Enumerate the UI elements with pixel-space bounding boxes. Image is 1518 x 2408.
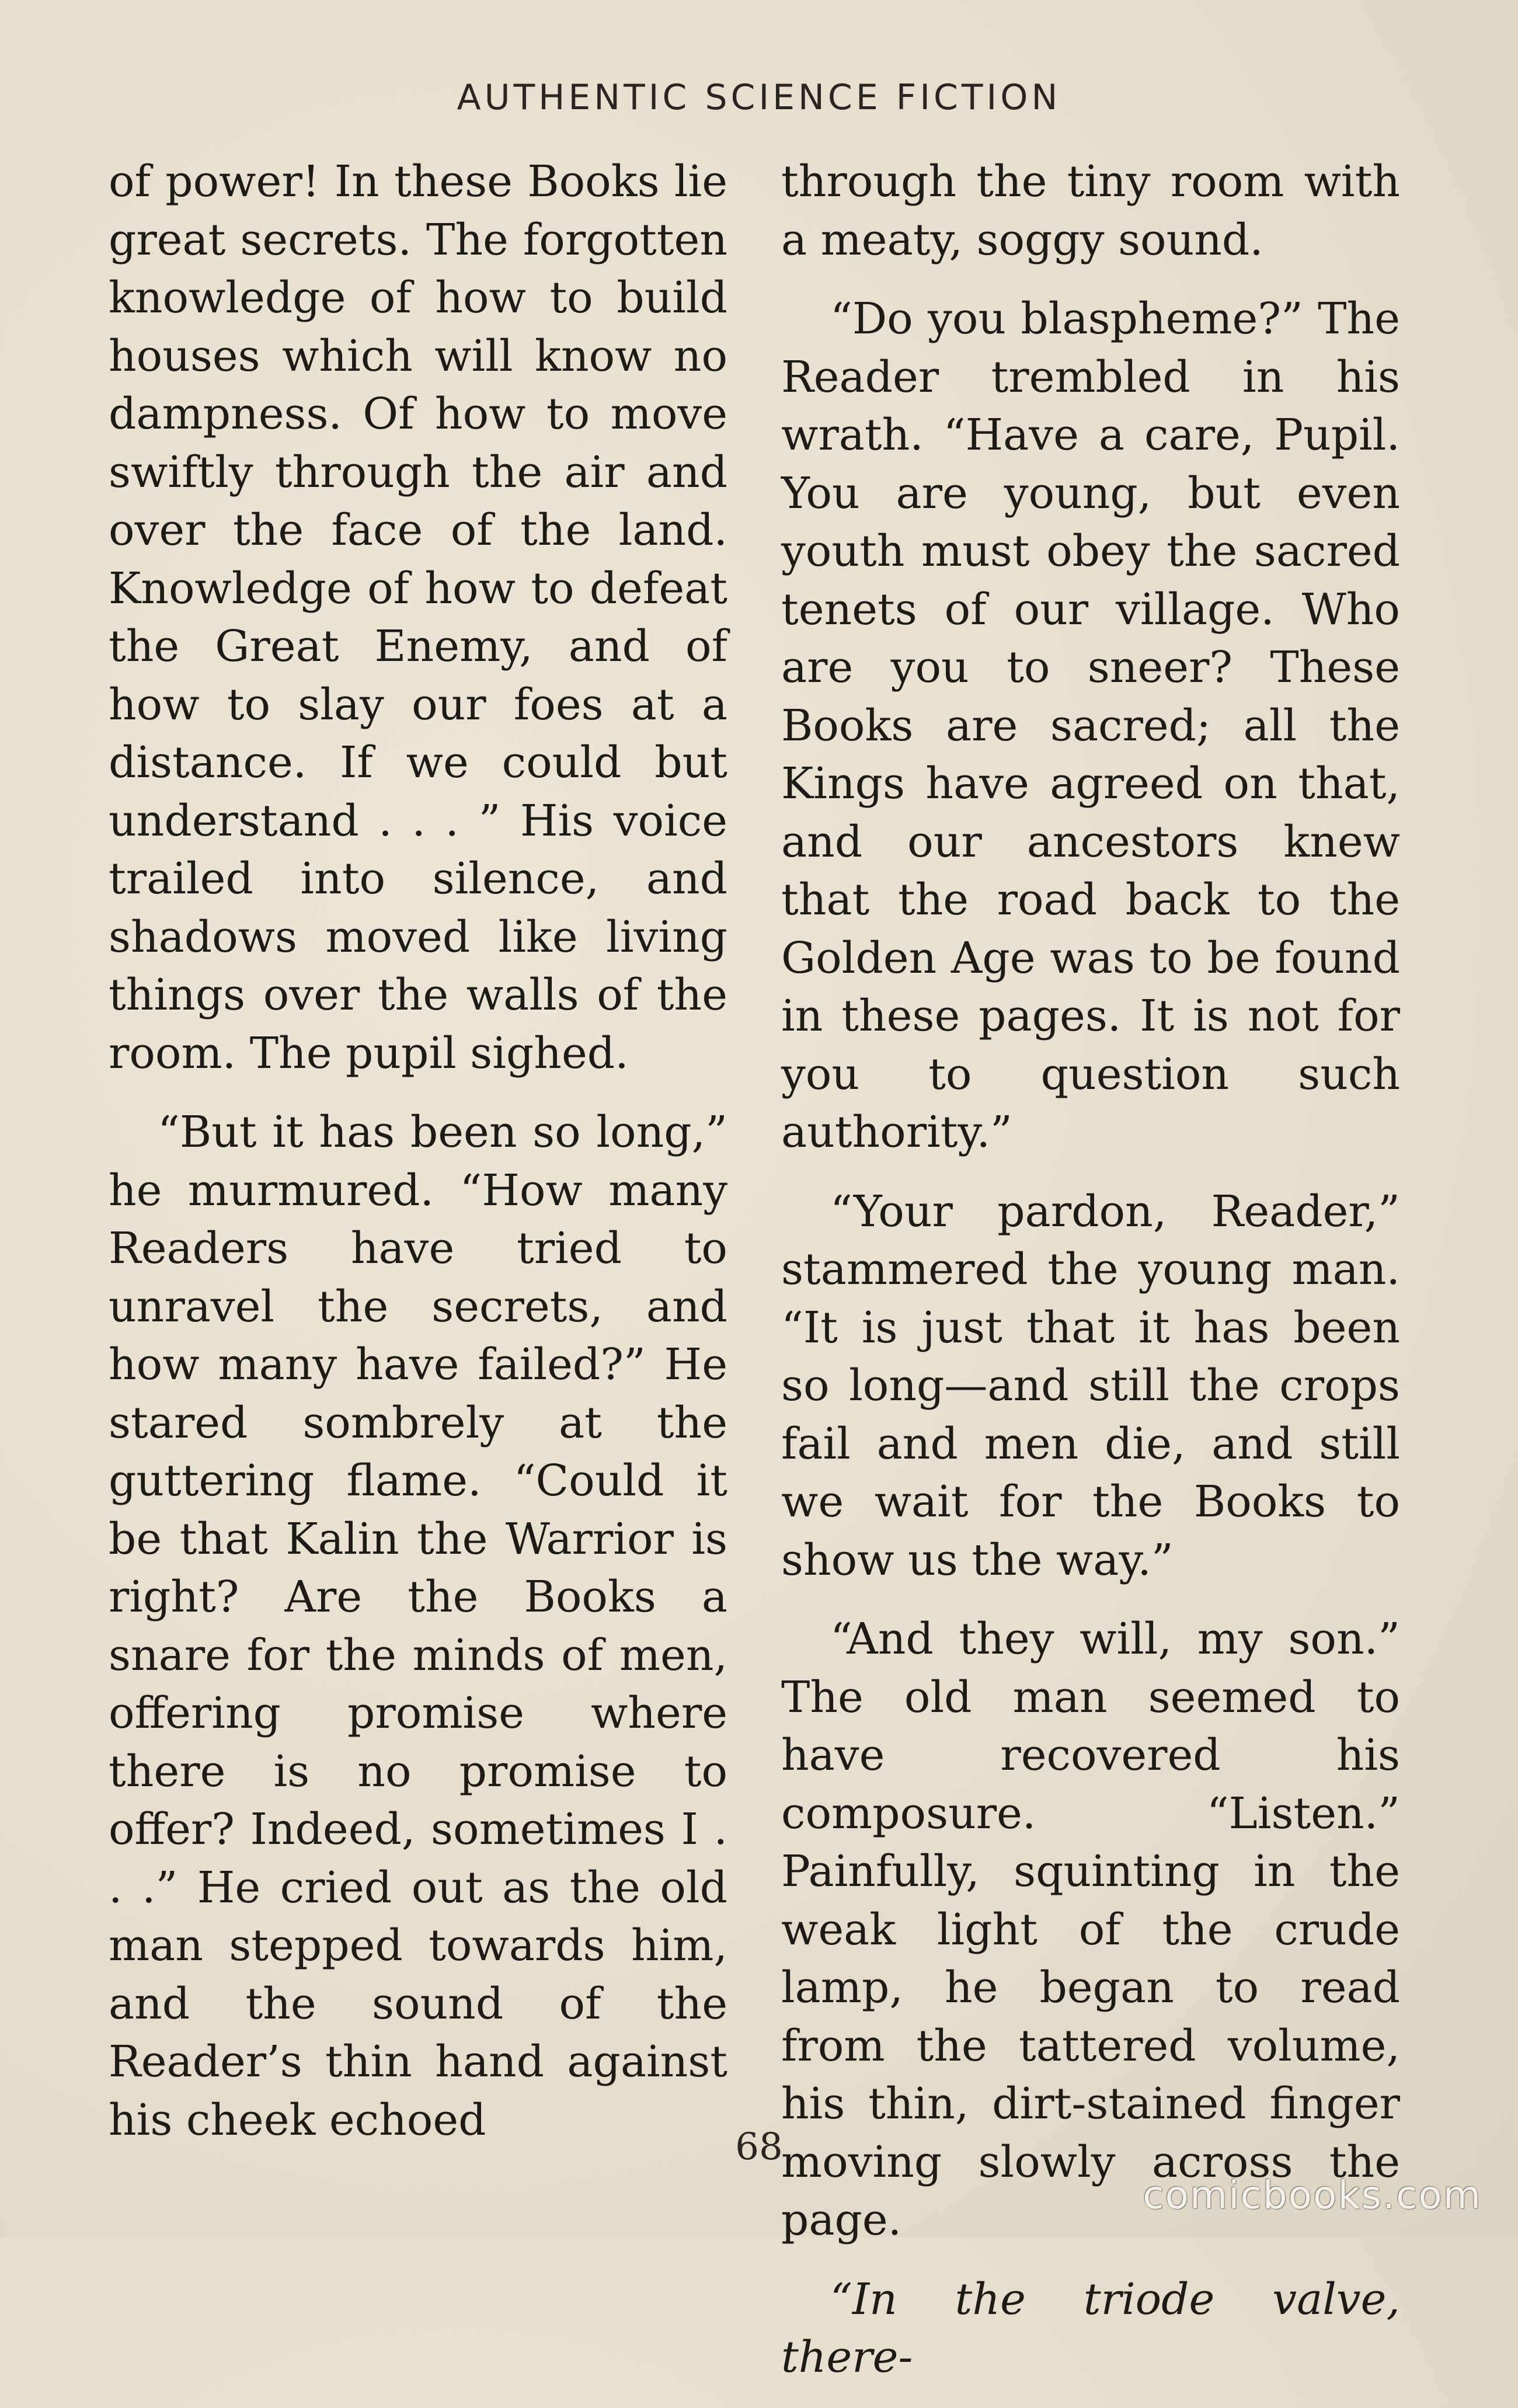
paragraph: “In the triode valve, there- <box>781 2274 1400 2382</box>
watermark: comicbooks.com <box>1143 2173 1482 2218</box>
right-column <box>781 153 1400 2408</box>
paragraph: of power! In these Books lie great secrets. The forgotten knowledge of how to build houses which will know no dampness. Of how to move swiftly through the air and over the face of the land. Knowledge of how to defeat the Great Enemy, and of how to slay our foes at a distance. If we could but understand . . . ” His voice trailed into silence, and shadows moved like living things over the walls of the room. The pupil sighed. <box>109 156 727 1078</box>
paragraph: through the tiny room with a meaty, soggy sound. <box>781 156 1400 265</box>
running-head: AUTHENTIC SCIENCE FICTION <box>457 77 1061 118</box>
page-number: 68 <box>735 2125 783 2169</box>
paragraph: “And they will, my son.” The old man seemed to have recovered his composure. “Listen.” Painfully, squinting in the weak light of the crude lamp, he began to read from the tattered volume, his thin, dirt-stained finger moving slowly across the page. <box>781 1614 1400 2245</box>
left-column <box>109 153 727 2170</box>
paragraph: “Your pardon, Reader,” stammered the young man. “It is just that it has been so long—and still the crops fail and men die, and still we wait for the Books to show us the way.” <box>781 1186 1400 1585</box>
paragraph: “Do you blaspheme?” The Reader trembled in his wrath. “Have a care, Pupil. You are young, but even youth must obey the sacred tenets of our village. Who are you to sneer? These Books are sacred; all the Kings have agreed on that, and our ancestors knew that the road back to the Golden Age was to be found in these pages. It is not for you to question such authority.” <box>781 294 1400 1157</box>
paragraph: “But it has been so long,” he murmured. “How many Readers have tried to unravel the secrets, and how many have failed?” He stared sombrely at the guttering flame. “Could it be that Kalin the Warrior is right? Are the Books a snare for the minds of men, offering promise where there is no promise to offer? Indeed, sometimes I . . .” He cried out as the old man stepped towards him, and the sound of the Reader’s thin hand against his cheek echoed <box>109 1107 727 2145</box>
